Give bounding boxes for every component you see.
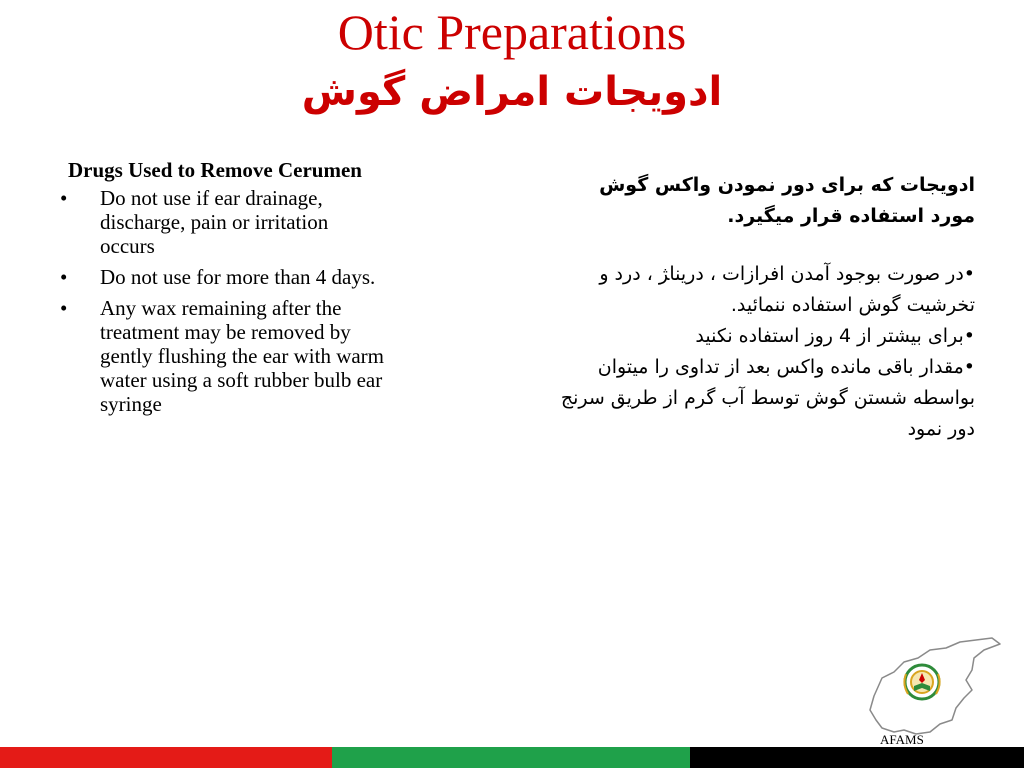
list-item-text: Do not use for more than 4 days. [100,265,376,289]
left-column [58,158,388,423]
bullet-icon: • [60,186,68,210]
list-item [58,296,388,416]
afghanistan-map-emblem-icon [860,636,1006,746]
bar-segment-red [0,747,332,768]
right-paragraph: •در صورت بوجود آمدن افرازات ، درینا‍ژ ، درد و تخرشیت گوش استفاده ننمائید. [599,263,975,316]
left-heading: Drugs Used to Remove Cerumen [68,158,362,182]
right-column [560,170,975,445]
left-bullet-list [58,186,388,416]
right-paragraph: •برای بیشتر از 4 روز استفاده نکنید [695,325,975,347]
right-paragraph: •مقدار باقی مانده واکس بعد از تداوی را میتوان بواسطه شستن گوش توسط آب گرم از طریق سرنج دور نمود [560,356,975,440]
list-item-text: Any wax remaining after the treatment may be removed by gently flushing the ear with warm water using a soft rubber bulb ear syringe [100,296,385,416]
bullet-icon: • [60,296,68,320]
slide-subtitle: ادویجات امراض گوش [301,69,723,115]
right-heading: ادویجات که برای دور نمودن واکس گوش مورد استفاده قرار میگیرد. [599,174,975,227]
slide-title: Otic Preparations [337,4,687,60]
bullet-icon: • [60,265,68,289]
list-item-text: Do not use if ear drainage, discharge, pain or irritation occurs [100,186,329,258]
flag-color-bar [0,747,1024,768]
list-item [58,186,388,258]
list-item [58,265,388,289]
bar-segment-green [332,747,690,768]
bar-segment-black [690,747,1024,768]
logo-caption: AFAMS [880,732,924,747]
